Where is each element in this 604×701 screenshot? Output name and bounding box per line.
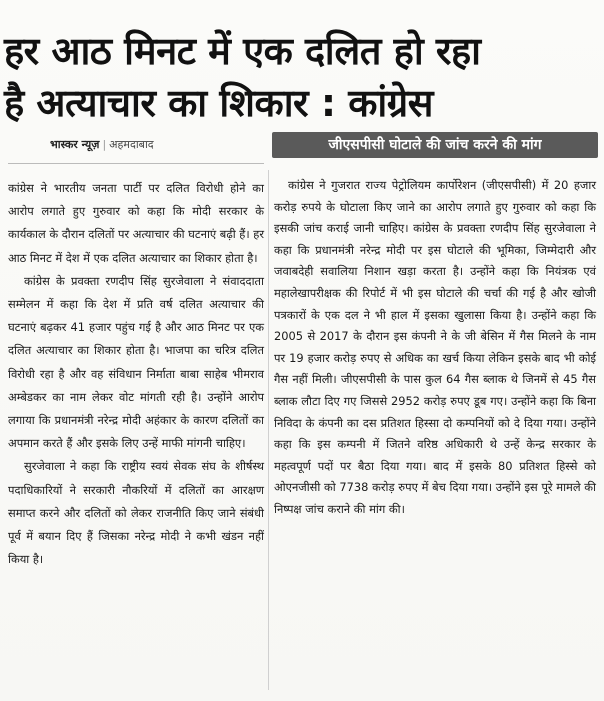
sidebar-heading-box — [272, 132, 598, 158]
article-paragraph-3: सुरजेवाला ने कहा कि राष्ट्रीय स्वयं सेवक संघ के शीर्षस्थ पदाधिकारियों ने सरकारी नौकरियों में दलितों का आरक्षण समाप्त करने और दलितों को लेकर राजनीति किए जाने संबंधी पूर्व में बयान दिए हैं जिसका नरेन्द्र मोदी ने कभी खंडन नहीं किया है। — [8, 459, 264, 567]
sidebar-body: कांग्रेस ने गुजरात राज्य पेट्रोलियम कार्पोरेशन (जीएसपीसी) में 20 हजार करोड़ रुपये के घोटाला किए जाने का आरोप लगाते हुए गुरुवार को कहा कि इसकी जांच कराई जानी चाहिए। कांग्रेस के प्रवक्ता रणदीप सिंह सुरजेवाला ने कहा कि प्रधानमंत्री नरेन्द्र मोदी पर इस घोटाले की भूमिका, जिम्मेदारी और जवाबदेही सवालिया निशान खड़ा करता है। उन्होंने कहा कि नियंत्रक एवं महालेखापरीक्षक की रिपोर्ट में भी इस घोटाले की चर्चा की गई है और खोजी पत्रकारों के एक दल ने भी हाल में इसका खुलासा किया है। उन्होंने कहा कि 2005 से 2017 के दौरान इस कंपनी ने के जी बेसिन में गैस मिलने के नाम पर 19 हजार करोड़ रुपए से अधिक का खर्च किया लेकिन इसके बाद भी कोई गैस नहीं मिली। जीएसपीसी के पास कुल 64 गैस ब्लाक थे जिनमें से 45 गैस ब्लाक लौटा दिए गए जिससे 2952 करोड़ रुपए डूब गए। उन्होंने कहा कि बिना निविदा के कंपनी का दस प्रतिशत हिस्सा दो कम्पनियों को दे दिया गया। उन्होंने कहा कि इस कम्पनी में जितने वरिष्ठ अधिकारी थे उन्हें केन्द्र सरकार के महत्वपूर्ण पदों पर बैठा दिया गया। बाद में इसके 80 प्रतिशत हिस्से को ओएनजीसी को 7738 करोड़ रुपए में बेच दिया गया। उन्होंने इस पूरे मामले की निष्पक्ष जांच कराने की मांग की। — [274, 178, 596, 516]
article-column — [8, 177, 264, 571]
headline — [4, 25, 600, 129]
byline-rule — [8, 163, 264, 164]
byline-city: अहमदाबाद — [109, 138, 154, 151]
byline-source: भास्कर न्यूज़ — [50, 138, 100, 151]
byline — [50, 137, 154, 152]
article-paragraph-1: कांग्रेस ने भारतीय जनता पार्टी पर दलित विरोधी होने का आरोप लगाते हुए गुरुवार को कहा कि मोदी सरकार के कार्यकाल के दौरान दलितों पर अत्याचार की घटनाएं बढ़ी हैं। हर आठ मिनट में देश में एक दलित अत्याचार का शिकार होता है। — [8, 181, 264, 265]
headline-line-2: है अत्याचार का शिकार : कांग्रेस — [4, 81, 433, 126]
headline-line-1: हर आठ मिनट में एक दलित हो रहा — [4, 29, 481, 74]
sidebar-column — [274, 175, 596, 521]
column-divider — [268, 170, 269, 690]
sidebar-heading: जीएसपीसी घोटाले की जांच करने की मांग — [328, 137, 542, 153]
byline-separator: | — [102, 138, 107, 151]
article-paragraph-2: कांग्रेस के प्रवक्ता रणदीप सिंह सुरजेवाला ने संवाददाता सम्मेलन में कहा कि देश में प्रति वर्ष दलित अत्याचार की घटनाएं बढ़कर 41 हजार पहुंच गई है और आठ मिनट पर एक दलित अत्याचार का शिकार होता है। भाजपा का चरित्र दलित विरोधी रहा है और वह संविधान निर्माता बाबा साहेब भीमराव अम्बेडकर का नाम लेकर वोट मांगती रही है। उन्होंने आरोप लगाया कि प्रधानमंत्री नरेन्द्र मोदी अहंकार के कारण दलितों का अपमान करते हैं और इसके लिए उन्हें माफी मांगनी चाहिए। — [8, 273, 264, 451]
